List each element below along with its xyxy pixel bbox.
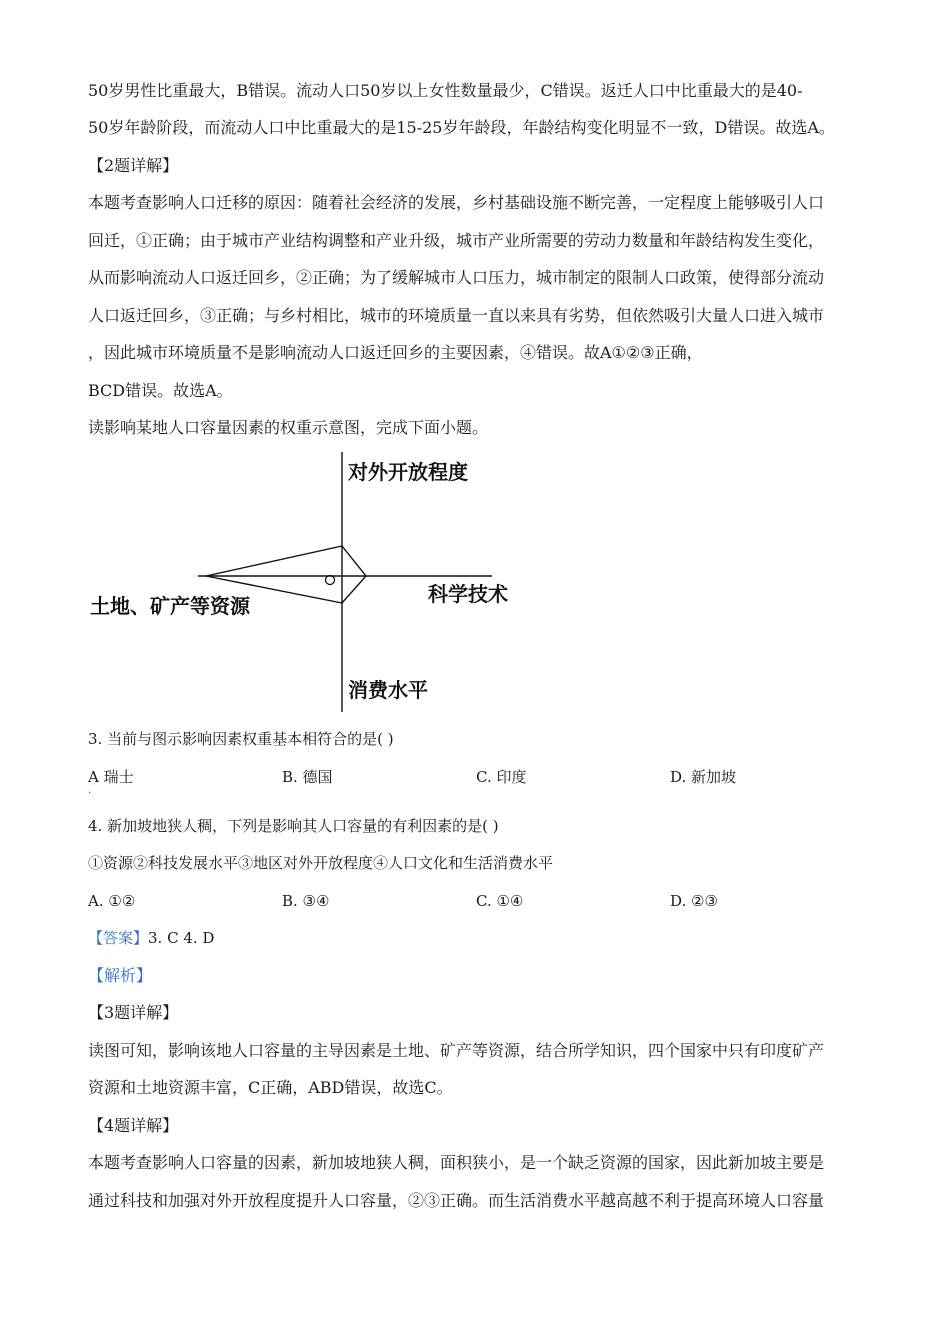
q4-option-b: B. ③④ xyxy=(282,892,330,910)
question-3-stem: 3. 当前与图示影响因素权重基本相符合的是( ) xyxy=(88,730,394,748)
text-line: BCD错误。故选A。 xyxy=(88,381,233,400)
answer-line xyxy=(88,927,214,949)
section-heading: 【2题详解】 xyxy=(88,156,179,175)
origin-marker xyxy=(326,576,335,585)
axis-label-left: 土地、矿产等资源 xyxy=(90,594,250,618)
question-4-stem: 4. 新加坡地狭人稠，下列是影响其人口容量的有利因素的是( ) xyxy=(88,817,499,835)
q4-option-d: D. ②③ xyxy=(670,892,718,910)
q3-option-c: C. 印度 xyxy=(476,768,527,786)
text-line: 通过科技和加强对外开放程度提升人口容量，②③正确。而生活消费水平越高越不利于提高环境人口容量 xyxy=(88,1191,825,1210)
text-line: 人口返迁回乡，③正确；与乡村相比，城市的环境质量一直以来具有劣势，但依然吸引大量人口进入城市 xyxy=(88,306,825,325)
text-line: 从而影响流动人口返迁回乡，②正确；为了缓解城市人口压力，城市制定的限制人口政策，使得部分流动 xyxy=(88,268,825,287)
text-line: 50岁年龄阶段，而流动人口中比重最大的是15-25岁年龄段，年龄结构变化明显不一致，D错误。故选A。 xyxy=(88,118,835,137)
text-line: 本题考查影响人口迁移的原因：随着社会经济的发展，乡村基础设施不断完善，一定程度上能够吸引人口 xyxy=(88,193,825,212)
text-line: 读图可知，影响该地人口容量的主导因素是土地、矿产等资源，结合所学知识，四个国家中只有印度矿产 xyxy=(88,1041,825,1060)
section-heading: 【4题详解】 xyxy=(88,1116,179,1135)
q3-option-a: A 瑞士 xyxy=(88,768,134,786)
answer-text: 3. C 4. D xyxy=(148,929,215,947)
answer-label: 【答案】 xyxy=(88,929,149,947)
stray-dot: . xyxy=(88,785,92,796)
section-heading: 【3题详解】 xyxy=(88,1003,179,1022)
axis-label-right: 科学技术 xyxy=(428,582,508,606)
analysis-label: 【解析】 xyxy=(88,966,153,985)
q4-option-a: A. ①② xyxy=(88,892,136,910)
text-line: 50岁男性比重最大，B错误。流动人口50岁以上女性数量最少，C错误。返迁人口中比重最大的是40- xyxy=(88,81,803,100)
text-line: 回迁，①正确；由于城市产业结构调整和产业升级，城市产业所需要的劳动力数量和年龄结构发生变化， xyxy=(88,231,825,250)
weight-diagram xyxy=(80,450,540,715)
question-intro: 读影响某地人口容量因素的权重示意图，完成下面小题。 xyxy=(88,418,489,437)
text-line: 本题考查影响人口容量的因素，新加坡地狭人稠，面积狭小，是一个缺乏资源的国家，因此新加坡主要是 xyxy=(88,1153,825,1172)
axis-label-bottom: 消费水平 xyxy=(348,678,428,702)
question-4-options-line: ①资源②科技发展水平③地区对外开放程度④人口文化和生活消费水平 xyxy=(88,854,554,872)
text-line: ，因此城市环境质量不是影响流动人口返迁回乡的主要因素，④错误。故A①②③正确， xyxy=(88,343,703,362)
text-line: 资源和土地资源丰富，C正确，ABD错误，故选C。 xyxy=(88,1078,453,1097)
q3-option-d: D. 新加坡 xyxy=(670,768,737,786)
q3-option-b: B. 德国 xyxy=(282,768,333,786)
q4-option-c: C. ①④ xyxy=(476,892,524,910)
axis-label-top: 对外开放程度 xyxy=(348,460,468,484)
